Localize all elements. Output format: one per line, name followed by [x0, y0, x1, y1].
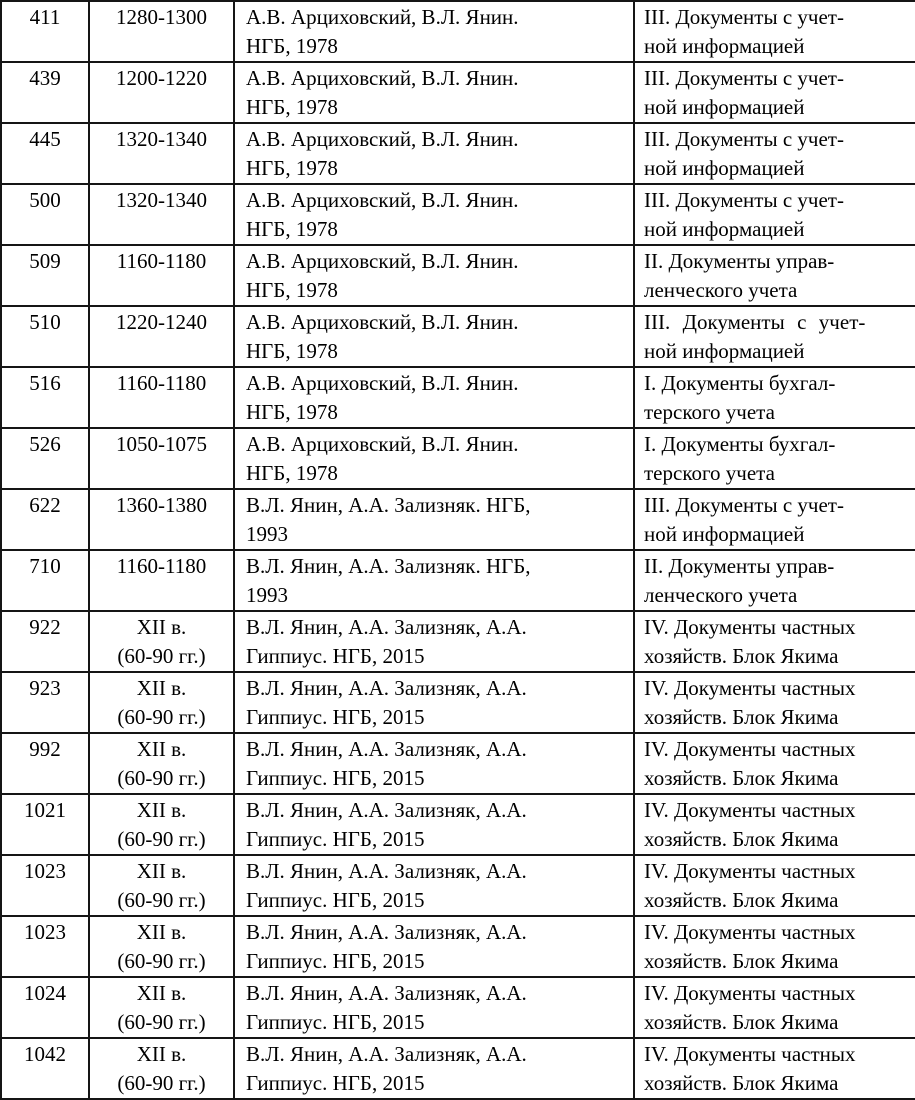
- cell-document-number: [1, 977, 89, 1038]
- cell-dating: [89, 245, 234, 306]
- cell-text-line: III. Документы с учет-: [644, 127, 844, 151]
- cell-text-line: В.Л. Янин, А.А. Зализняк, А.А.: [246, 981, 527, 1005]
- cell-text-line: 526: [29, 432, 61, 456]
- cell-document-number: [1, 367, 89, 428]
- cell-document-category: [634, 367, 915, 428]
- cell-text-line: А.В. Арциховский, В.Л. Янин.: [246, 310, 519, 334]
- cell-text-line: хозяйств. Блок Якима: [644, 766, 839, 790]
- cell-text-line: 1023: [24, 920, 66, 944]
- cell-text-line: 1360-1380: [116, 493, 207, 517]
- cell-document-category: [634, 672, 915, 733]
- cell-source-publication: [234, 1, 634, 62]
- cell-document-category: [634, 123, 915, 184]
- cell-text-line: 439: [29, 66, 61, 90]
- cell-text-line: А.В. Арциховский, В.Л. Янин.: [246, 188, 519, 212]
- cell-dating: [89, 428, 234, 489]
- cell-text-line: В.Л. Янин, А.А. Зализняк, А.А.: [246, 676, 527, 700]
- cell-document-number: [1, 1, 89, 62]
- cell-text-line: II. Документы управ-: [644, 249, 835, 273]
- cell-text-line: НГБ, 1978: [246, 95, 338, 119]
- cell-text-line: 1042: [24, 1042, 66, 1066]
- cell-text-line: XII в.: [136, 859, 187, 883]
- table-row: [1, 611, 915, 672]
- cell-document-number: [1, 733, 89, 794]
- cell-document-number: [1, 62, 89, 123]
- cell-text-line: Гиппиус. НГБ, 2015: [246, 888, 425, 912]
- cell-text-line: XII в.: [136, 981, 187, 1005]
- cell-text-line: 411: [29, 5, 61, 29]
- cell-text-line: (60-90 гг.): [117, 1010, 206, 1034]
- table-row: [1, 855, 915, 916]
- cell-text-line: В.Л. Янин, А.А. Зализняк, А.А.: [246, 1042, 527, 1066]
- cell-text-line: А.В. Арциховский, В.Л. Янин.: [246, 432, 519, 456]
- cell-text-line: IV. Документы частных: [644, 859, 856, 883]
- cell-text-line: III. Документы с учет-: [644, 310, 866, 334]
- cell-source-publication: [234, 550, 634, 611]
- table-body: [1, 1, 915, 1099]
- cell-document-category: [634, 855, 915, 916]
- cell-text-line: НГБ, 1978: [246, 278, 338, 302]
- cell-source-publication: [234, 367, 634, 428]
- cell-dating: [89, 855, 234, 916]
- cell-text-line: терского учета: [644, 400, 775, 424]
- cell-document-number: [1, 184, 89, 245]
- cell-text-line: IV. Документы частных: [644, 676, 856, 700]
- cell-text-line: хозяйств. Блок Якима: [644, 644, 839, 668]
- table-row: [1, 367, 915, 428]
- cell-dating: [89, 1, 234, 62]
- cell-text-line: III. Документы с учет-: [644, 5, 844, 29]
- cell-text-line: А.В. Арциховский, В.Л. Янин.: [246, 5, 519, 29]
- cell-document-number: [1, 916, 89, 977]
- cell-text-line: хозяйств. Блок Якима: [644, 827, 839, 851]
- cell-document-category: [634, 489, 915, 550]
- cell-source-publication: [234, 184, 634, 245]
- cell-text-line: Гиппиус. НГБ, 2015: [246, 705, 425, 729]
- cell-text-line: хозяйств. Блок Якима: [644, 1010, 839, 1034]
- cell-document-category: [634, 184, 915, 245]
- table-row: [1, 428, 915, 489]
- table-row: [1, 245, 915, 306]
- cell-text-line: ной информацией: [644, 217, 805, 241]
- cell-document-category: [634, 550, 915, 611]
- cell-text-line: Гиппиус. НГБ, 2015: [246, 949, 425, 973]
- cell-text-line: XII в.: [136, 676, 187, 700]
- cell-source-publication: [234, 123, 634, 184]
- cell-text-line: НГБ, 1978: [246, 217, 338, 241]
- table-row: [1, 184, 915, 245]
- cell-dating: [89, 1038, 234, 1099]
- cell-dating: [89, 123, 234, 184]
- cell-source-publication: [234, 62, 634, 123]
- cell-text-line: 1200-1220: [116, 66, 207, 90]
- cell-document-category: [634, 1, 915, 62]
- cell-source-publication: [234, 1038, 634, 1099]
- cell-text-line: ной информацией: [644, 339, 805, 363]
- cell-source-publication: [234, 672, 634, 733]
- cell-text-line: 1160-1180: [116, 371, 207, 395]
- cell-dating: [89, 916, 234, 977]
- cell-document-category: [634, 428, 915, 489]
- cell-text-line: 510: [29, 310, 61, 334]
- cell-dating: [89, 733, 234, 794]
- cell-source-publication: [234, 733, 634, 794]
- cell-text-line: 710: [29, 554, 61, 578]
- cell-text-line: 992: [29, 737, 61, 761]
- cell-text-line: IV. Документы частных: [644, 798, 856, 822]
- cell-text-line: I. Документы бухгал-: [644, 432, 836, 456]
- cell-text-line: хозяйств. Блок Якима: [644, 949, 839, 973]
- cell-source-publication: [234, 245, 634, 306]
- cell-text-line: В.Л. Янин, А.А. Зализняк, А.А.: [246, 920, 527, 944]
- cell-dating: [89, 794, 234, 855]
- cell-text-line: IV. Документы частных: [644, 920, 856, 944]
- cell-text-line: XII в.: [136, 615, 187, 639]
- cell-text-line: ной информацией: [644, 522, 805, 546]
- table-row: [1, 977, 915, 1038]
- cell-text-line: Гиппиус. НГБ, 2015: [246, 644, 425, 668]
- cell-dating: [89, 184, 234, 245]
- cell-text-line: III. Документы с учет-: [644, 188, 844, 212]
- cell-text-line: (60-90 гг.): [117, 1071, 206, 1095]
- cell-text-line: IV. Документы частных: [644, 615, 856, 639]
- cell-text-line: 1023: [24, 859, 66, 883]
- cell-text-line: XII в.: [136, 798, 187, 822]
- cell-text-line: 922: [29, 615, 61, 639]
- table-row: [1, 489, 915, 550]
- cell-document-number: [1, 306, 89, 367]
- cell-text-line: ленческого учета: [644, 583, 798, 607]
- cell-text-line: ленческого учета: [644, 278, 798, 302]
- cell-text-line: 1021: [24, 798, 66, 822]
- cell-text-line: ной информацией: [644, 156, 805, 180]
- cell-text-line: хозяйств. Блок Якима: [644, 1071, 839, 1095]
- cell-document-number: [1, 245, 89, 306]
- cell-text-line: А.В. Арциховский, В.Л. Янин.: [246, 371, 519, 395]
- cell-document-category: [634, 62, 915, 123]
- cell-text-line: Гиппиус. НГБ, 2015: [246, 827, 425, 851]
- cell-text-line: 1220-1240: [116, 310, 207, 334]
- cell-dating: [89, 306, 234, 367]
- cell-source-publication: [234, 794, 634, 855]
- cell-text-line: ной информацией: [644, 95, 805, 119]
- table-row: [1, 1, 915, 62]
- cell-text-line: В.Л. Янин, А.А. Зализняк. НГБ,: [246, 554, 531, 578]
- cell-text-line: В.Л. Янин, А.А. Зализняк, А.А.: [246, 798, 527, 822]
- cell-text-line: (60-90 гг.): [117, 705, 206, 729]
- table-row: [1, 733, 915, 794]
- cell-text-line: 622: [29, 493, 61, 517]
- cell-text-line: 923: [29, 676, 61, 700]
- cell-text-line: XII в.: [136, 920, 187, 944]
- cell-document-number: [1, 123, 89, 184]
- cell-text-line: (60-90 гг.): [117, 949, 206, 973]
- cell-document-number: [1, 428, 89, 489]
- cell-source-publication: [234, 306, 634, 367]
- cell-text-line: В.Л. Янин, А.А. Зализняк, А.А.: [246, 859, 527, 883]
- cell-text-line: В.Л. Янин, А.А. Зализняк. НГБ,: [246, 493, 531, 517]
- cell-text-line: IV. Документы частных: [644, 981, 856, 1005]
- cell-document-number: [1, 794, 89, 855]
- cell-text-line: В.Л. Янин, А.А. Зализняк, А.А.: [246, 737, 527, 761]
- cell-text-line: II. Документы управ-: [644, 554, 835, 578]
- cell-dating: [89, 550, 234, 611]
- cell-text-line: 509: [29, 249, 61, 273]
- cell-text-line: Гиппиус. НГБ, 2015: [246, 1071, 425, 1095]
- cell-dating: [89, 977, 234, 1038]
- table-row: [1, 123, 915, 184]
- cell-text-line: 1280-1300: [116, 5, 207, 29]
- cell-text-line: НГБ, 1978: [246, 400, 338, 424]
- cell-text-line: 500: [29, 188, 61, 212]
- cell-text-line: IV. Документы частных: [644, 737, 856, 761]
- cell-source-publication: [234, 855, 634, 916]
- cell-text-line: III. Документы с учет-: [644, 66, 844, 90]
- cell-text-line: XII в.: [136, 1042, 187, 1066]
- cell-text-line: 1160-1180: [116, 249, 207, 273]
- cell-document-category: [634, 245, 915, 306]
- cell-text-line: терского учета: [644, 461, 775, 485]
- cell-text-line: XII в.: [136, 737, 187, 761]
- cell-dating: [89, 672, 234, 733]
- cell-document-number: [1, 489, 89, 550]
- cell-source-publication: [234, 916, 634, 977]
- cell-document-number: [1, 855, 89, 916]
- cell-text-line: 1993: [246, 583, 288, 607]
- cell-document-number: [1, 672, 89, 733]
- cell-text-line: (60-90 гг.): [117, 888, 206, 912]
- cell-text-line: 445: [29, 127, 61, 151]
- cell-document-category: [634, 916, 915, 977]
- cell-text-line: 1050-1075: [116, 432, 207, 456]
- table-row: [1, 1038, 915, 1099]
- cell-text-line: А.В. Арциховский, В.Л. Янин.: [246, 66, 519, 90]
- cell-text-line: (60-90 гг.): [117, 644, 206, 668]
- cell-text-line: А.В. Арциховский, В.Л. Янин.: [246, 249, 519, 273]
- cell-source-publication: [234, 489, 634, 550]
- cell-dating: [89, 62, 234, 123]
- table-row: [1, 672, 915, 733]
- cell-text-line: 1024: [24, 981, 66, 1005]
- table-row: [1, 916, 915, 977]
- table-row: [1, 794, 915, 855]
- cell-source-publication: [234, 611, 634, 672]
- cell-text-line: 1160-1180: [116, 554, 207, 578]
- cell-dating: [89, 611, 234, 672]
- cell-text-line: ной информацией: [644, 34, 805, 58]
- table-row: [1, 550, 915, 611]
- table-row: [1, 62, 915, 123]
- cell-text-line: Гиппиус. НГБ, 2015: [246, 766, 425, 790]
- cell-document-number: [1, 1038, 89, 1099]
- cell-text-line: НГБ, 1978: [246, 339, 338, 363]
- cell-document-category: [634, 611, 915, 672]
- cell-text-line: НГБ, 1978: [246, 156, 338, 180]
- cell-document-category: [634, 733, 915, 794]
- cell-dating: [89, 367, 234, 428]
- cell-document-category: [634, 306, 915, 367]
- cell-source-publication: [234, 977, 634, 1038]
- table-row: [1, 306, 915, 367]
- cell-text-line: III. Документы с учет-: [644, 493, 844, 517]
- cell-text-line: 516: [29, 371, 61, 395]
- cell-document-category: [634, 977, 915, 1038]
- cell-text-line: хозяйств. Блок Якима: [644, 705, 839, 729]
- cell-text-line: I. Документы бухгал-: [644, 371, 836, 395]
- cell-text-line: Гиппиус. НГБ, 2015: [246, 1010, 425, 1034]
- cell-text-line: НГБ, 1978: [246, 461, 338, 485]
- cell-text-line: 1320-1340: [116, 188, 207, 212]
- cell-text-line: (60-90 гг.): [117, 766, 206, 790]
- cell-dating: [89, 489, 234, 550]
- cell-text-line: (60-90 гг.): [117, 827, 206, 851]
- cell-text-line: 1320-1340: [116, 127, 207, 151]
- cell-document-category: [634, 1038, 915, 1099]
- cell-document-number: [1, 611, 89, 672]
- cell-text-line: НГБ, 1978: [246, 34, 338, 58]
- cell-text-line: IV. Документы частных: [644, 1042, 856, 1066]
- cell-document-number: [1, 550, 89, 611]
- cell-text-line: хозяйств. Блок Якима: [644, 888, 839, 912]
- cell-text-line: А.В. Арциховский, В.Л. Янин.: [246, 127, 519, 151]
- cell-text-line: 1993: [246, 522, 288, 546]
- cell-source-publication: [234, 428, 634, 489]
- cell-text-line: В.Л. Янин, А.А. Зализняк, А.А.: [246, 615, 527, 639]
- cell-document-category: [634, 794, 915, 855]
